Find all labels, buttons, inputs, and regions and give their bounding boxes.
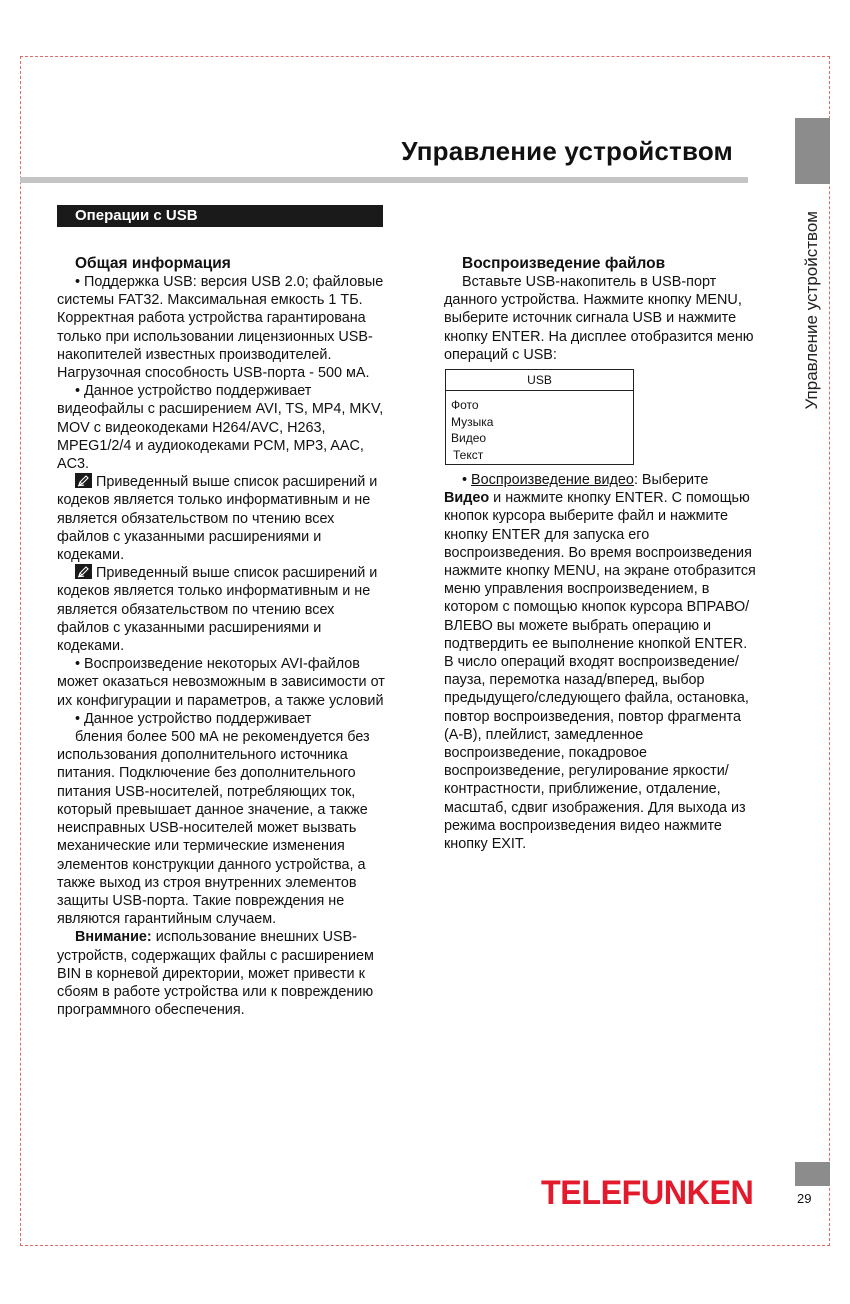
usb-menu-list bbox=[446, 391, 633, 464]
warning-paragraph bbox=[57, 928, 385, 1019]
usb-menu-item: Фото bbox=[451, 398, 479, 413]
note-text-2: Приведенный выше список расширений и кодеков является только информативным и не является обязательством по чтению всех файлов с указанными расширениями и кодеками. bbox=[57, 565, 378, 655]
left-column bbox=[57, 254, 385, 1019]
video-playback-text: и нажмите кнопку ENTER. С помощью кнопок курсора выберите файл и нажмите кнопку ENTER для запуска его воспроизведения. Во время воспроизведения нажмите кнопку MENU, на экране отобразится меню управления воспроизведением, в котором с помощью кнопок курсора ВПРАВО/ВЛЕВО вы можете выбрать операцию и подтвердить ее выполнение кнопкой ENTER. В число операций входят воспроизведение/пауза, перемотка назад/вперед, выбор предыдущего/следующего файла, остановка, повтор воспроизведения, повтор фрагмента (A-B), плейлист, замедленное воспроизведение, покадровое воспроизведение, регулирование яркости/контрастности, приближение, отдаление, масштаб, сдвиг изображения. Для выхода из режима воспроизведения видео нажмите кнопку EXIT. bbox=[444, 490, 756, 853]
page-title: Управление устройством bbox=[401, 136, 733, 166]
video-playback-term: Воспроизведение видео bbox=[471, 472, 634, 489]
note-paragraph-2 bbox=[57, 564, 385, 655]
playback-intro: Вставьте USB-накопитель в USB-порт данного устройства. Нажмите кнопку MENU, выберите источник сигнала USB и нажмите кнопку ENTER. На дисплее отобразится меню операций с USB: bbox=[444, 274, 754, 363]
warning-label: Внимание: bbox=[75, 929, 152, 946]
video-playback-bullet: • Воспроизведение видео: Выберите Видео и нажмите кнопку ENTER. С помощью кнопок курсора выберите файл и нажмите кнопку ENTER для запуска его воспроизведения. Во время воспроизведения нажмите кнопку MENU, на экране отобразится меню управления воспроизведением, в котором с помощью кнопок курсора ВПРАВО/ВЛЕВО вы можете выбрать операцию и подтвердить ее выполнение кнопкой ENTER. В число операций входят воспроизведение/пауза, перемотка назад/вперед, выбор предыдущего/следующего файла, остановка, повтор воспроизведения, повтор фрагмента (A-B), плейлист, замедленное воспроизведение, покадровое воспроизведение, регулирование яркости/контрастности, приближение, отдаление, масштаб, сдвиг изображения. Для выхода из режима воспроизведения видео нажмите кнопку EXIT. bbox=[444, 472, 756, 853]
note-pen-icon bbox=[75, 473, 92, 488]
power-paragraph: бления более 500 мА не рекомендуется без использования дополнительного источника питания. Подключение без дополнительного питания USB-носителей, потребляющих ток, который превышает данное значение, а также неисправных USB-носителей может вызвать механические или термические изменения элементов конструкции данного устройства, а также выход из строя внутренних элементов защиты USB-порта. Такие повреждения не являются гарантийным случаем. bbox=[57, 729, 370, 928]
video-formats-paragraph: • Данное устройство поддерживает видеофайлы с расширением AVI, TS, MP4, MKV, MOV с видеокодеками H264/AVC, H263, MPEG1/2/4 и аудиокодеками PCM, MP3, AAC, AC3. bbox=[57, 383, 384, 473]
usb-menu-illustration bbox=[445, 369, 634, 465]
note-text-1: Приведенный выше список расширений и кодеков является только информативным и не является обязательством по чтению всех файлов с указанными расширениями и кодеками. bbox=[57, 474, 378, 564]
usb-support-paragraph: • Поддержка USB: версия USB 2.0; файловые системы FAT32. Максимальная емкость 1 ТБ. Корректная работа устройства гарантирована только при использовании лицензионных USB-накопителей известных производителей. Нагрузочная способность USB-порта - 500 мА. bbox=[57, 274, 384, 382]
video-term: Видео bbox=[444, 490, 490, 507]
usb-menu-header: USB bbox=[446, 370, 633, 391]
title-rule bbox=[20, 177, 748, 183]
warning-text: использование внешних USB-устройств, содержащих файлы с расширением BIN в корневой директории, может привести к сбоям в работе устройства или к повреждению программного обеспечения. bbox=[57, 929, 374, 1019]
usb-menu-item: Музыка bbox=[451, 414, 494, 429]
side-tab-marker bbox=[795, 118, 830, 184]
general-info-heading: Общая информация bbox=[75, 255, 231, 272]
usb-menu-item: Видео bbox=[451, 431, 487, 446]
section-heading: Операции с USB bbox=[57, 205, 383, 227]
right-column bbox=[444, 254, 756, 853]
telefunken-logo: TELEFUNKEN bbox=[541, 1174, 754, 1212]
note-pen-icon bbox=[75, 564, 92, 579]
page-number: 29 bbox=[797, 1191, 812, 1206]
avi-paragraph: • Воспроизведение некоторых AVI-файлов может оказаться невозможным в зависимости от их конфигурации и параметров, а также условий bbox=[57, 656, 385, 709]
page-number-tab bbox=[795, 1162, 830, 1186]
power-bullet: • Данное устройство поддерживает bbox=[75, 710, 312, 727]
playback-heading: Воспроизведение файлов bbox=[462, 255, 666, 272]
usb-menu-item: Текст bbox=[453, 447, 484, 462]
note-paragraph-1 bbox=[57, 473, 385, 564]
side-chapter-label: Управление устройством bbox=[802, 210, 821, 410]
